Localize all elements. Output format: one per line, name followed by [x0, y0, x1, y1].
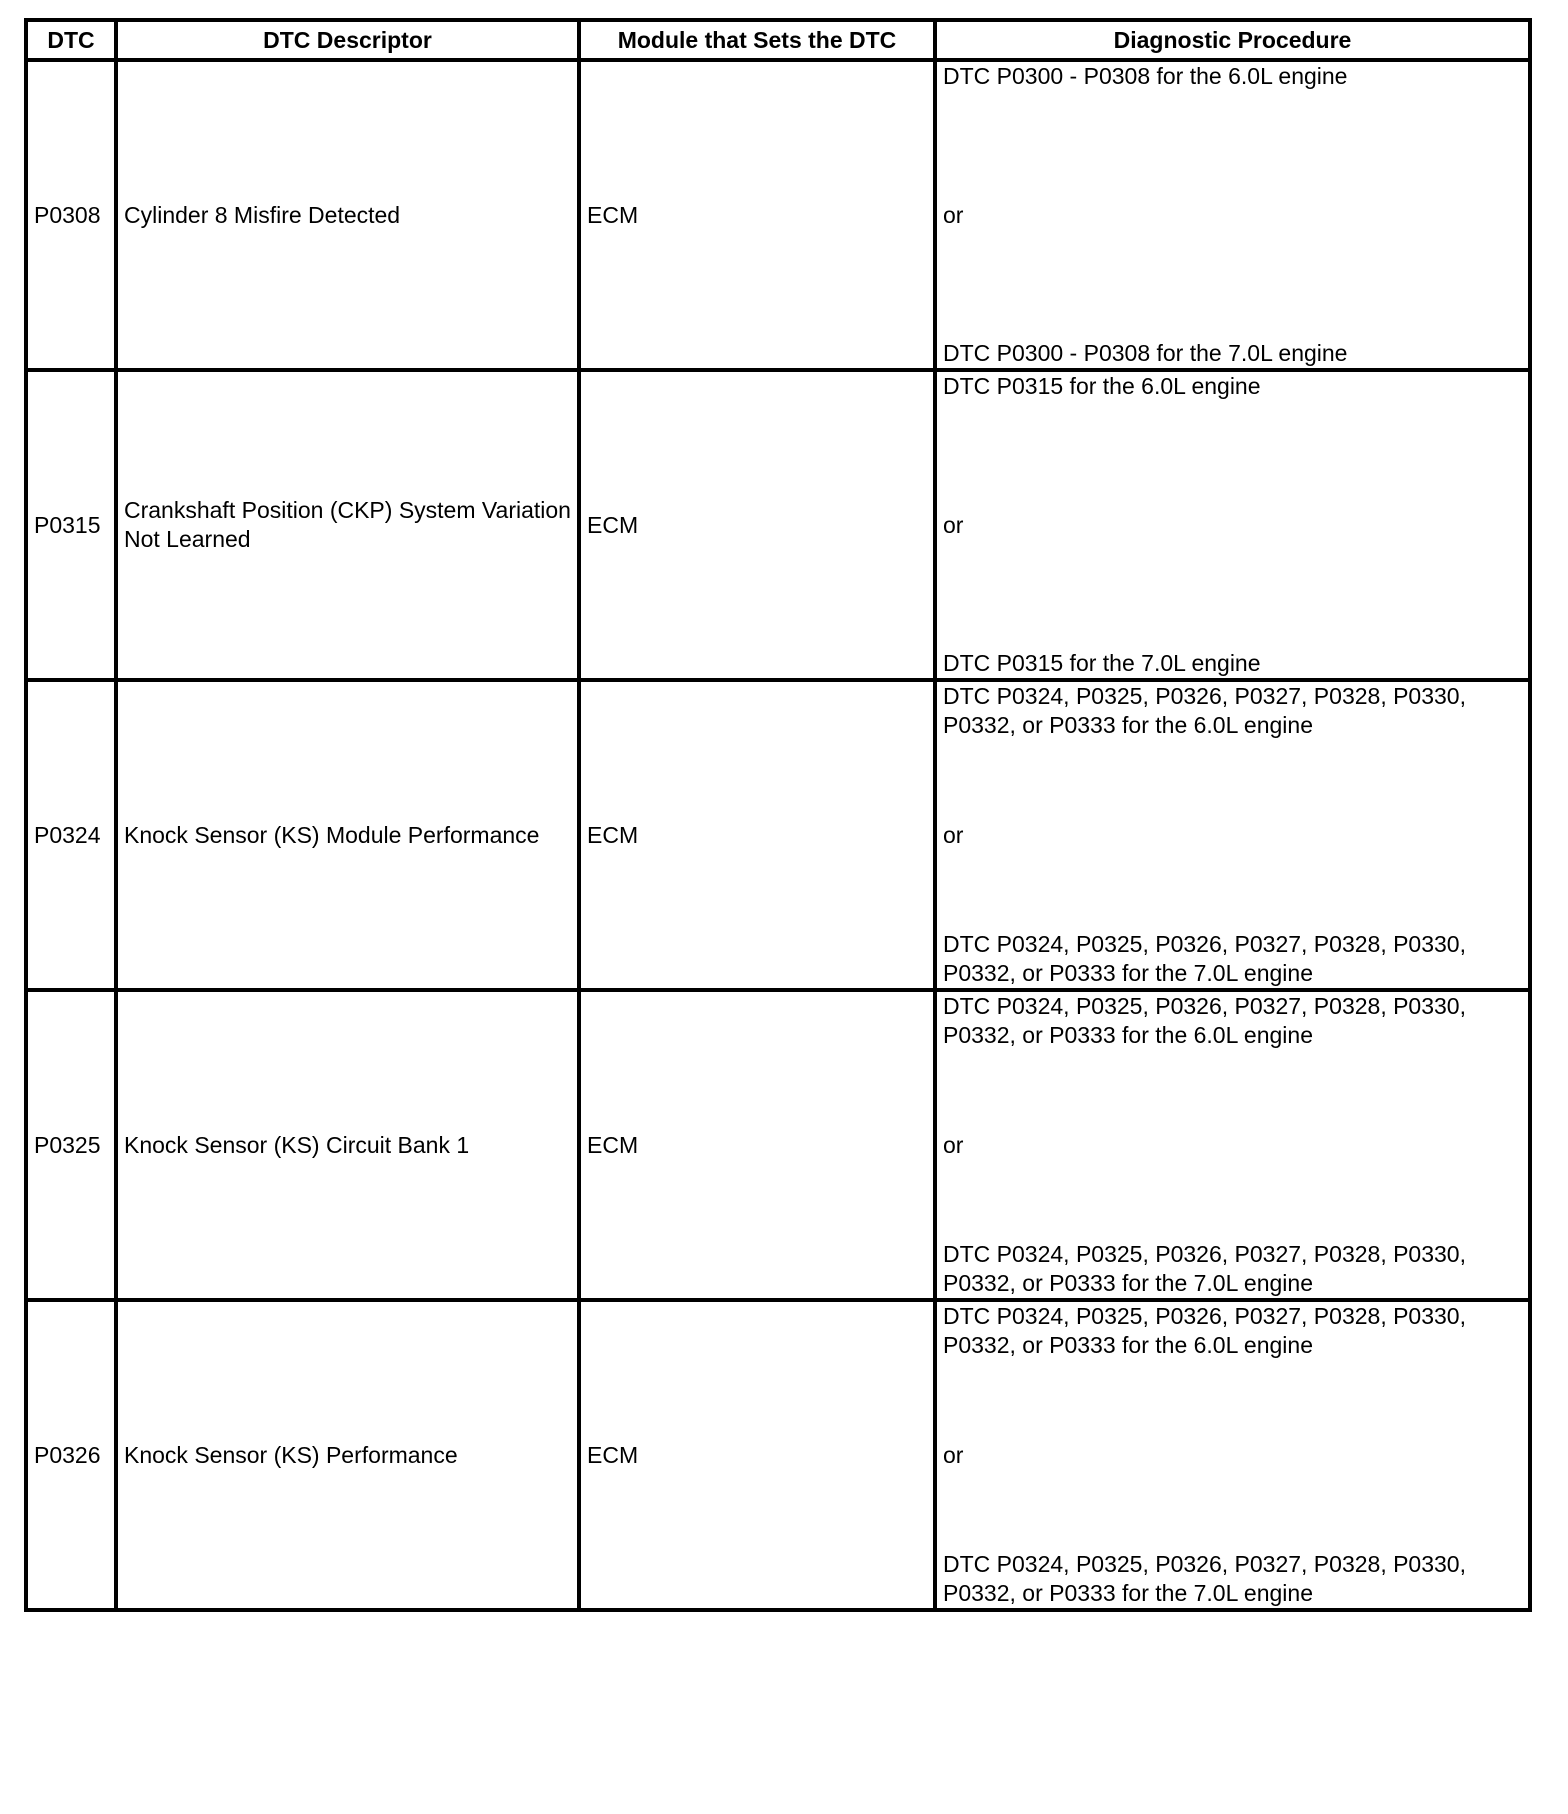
dtc-descriptor: Knock Sensor (KS) Circuit Bank 1	[116, 990, 579, 1300]
procedure-or: or	[943, 821, 964, 848]
table-header-row	[26, 20, 1530, 60]
procedure-link-6l[interactable]: DTC P0324, P0325, P0326, P0327, P0328, P0330, P0332, or P0333 for the 6.0L engine	[943, 1303, 1466, 1358]
table-row	[26, 680, 1530, 990]
procedure-or: or	[943, 1131, 964, 1158]
dtc-module: ECM	[579, 680, 935, 990]
dtc-module: ECM	[579, 1300, 935, 1610]
diagnostic-procedure	[935, 1300, 1530, 1610]
table-row	[26, 990, 1530, 1300]
procedure-or: or	[943, 201, 964, 228]
dtc-module: ECM	[579, 370, 935, 680]
dtc-descriptor: Knock Sensor (KS) Module Performance	[116, 680, 579, 990]
procedure-link-7l[interactable]: DTC P0324, P0325, P0326, P0327, P0328, P0330, P0332, or P0333 for the 7.0L engine	[943, 931, 1466, 986]
dtc-module: ECM	[579, 990, 935, 1300]
diagnostic-procedure	[935, 990, 1530, 1300]
dtc-code: P0324	[26, 680, 116, 990]
table-row	[26, 1300, 1530, 1610]
header-descriptor: DTC Descriptor	[116, 20, 579, 60]
procedure-link-6l[interactable]: DTC P0300 - P0308 for the 6.0L engine	[943, 63, 1348, 89]
header-dtc: DTC	[26, 20, 116, 60]
procedure-link-6l[interactable]: DTC P0315 for the 6.0L engine	[943, 373, 1261, 399]
diagnostic-procedure	[935, 370, 1530, 680]
dtc-descriptor: Knock Sensor (KS) Performance	[116, 1300, 579, 1610]
header-module: Module that Sets the DTC	[579, 20, 935, 60]
procedure-link-6l[interactable]: DTC P0324, P0325, P0326, P0327, P0328, P0330, P0332, or P0333 for the 6.0L engine	[943, 993, 1466, 1048]
table-row	[26, 60, 1530, 370]
procedure-link-7l[interactable]: DTC P0300 - P0308 for the 7.0L engine	[943, 340, 1348, 366]
dtc-code: P0308	[26, 60, 116, 370]
procedure-or: or	[943, 511, 964, 538]
dtc-descriptor: Cylinder 8 Misfire Detected	[116, 60, 579, 370]
diagnostic-procedure	[935, 60, 1530, 370]
dtc-descriptor: Crankshaft Position (CKP) System Variation Not Learned	[116, 370, 579, 680]
procedure-link-7l[interactable]: DTC P0324, P0325, P0326, P0327, P0328, P0330, P0332, or P0333 for the 7.0L engine	[943, 1241, 1466, 1296]
procedure-link-7l[interactable]: DTC P0324, P0325, P0326, P0327, P0328, P0330, P0332, or P0333 for the 7.0L engine	[943, 1551, 1466, 1606]
procedure-link-6l[interactable]: DTC P0324, P0325, P0326, P0327, P0328, P0330, P0332, or P0333 for the 6.0L engine	[943, 683, 1466, 738]
table-row	[26, 370, 1530, 680]
diagnostic-procedure	[935, 680, 1530, 990]
dtc-code: P0326	[26, 1300, 116, 1610]
dtc-module: ECM	[579, 60, 935, 370]
header-procedure: Diagnostic Procedure	[935, 20, 1530, 60]
dtc-code: P0315	[26, 370, 116, 680]
dtc-table	[24, 18, 1532, 1612]
procedure-or: or	[943, 1441, 964, 1468]
dtc-code: P0325	[26, 990, 116, 1300]
procedure-link-7l[interactable]: DTC P0315 for the 7.0L engine	[943, 650, 1261, 676]
